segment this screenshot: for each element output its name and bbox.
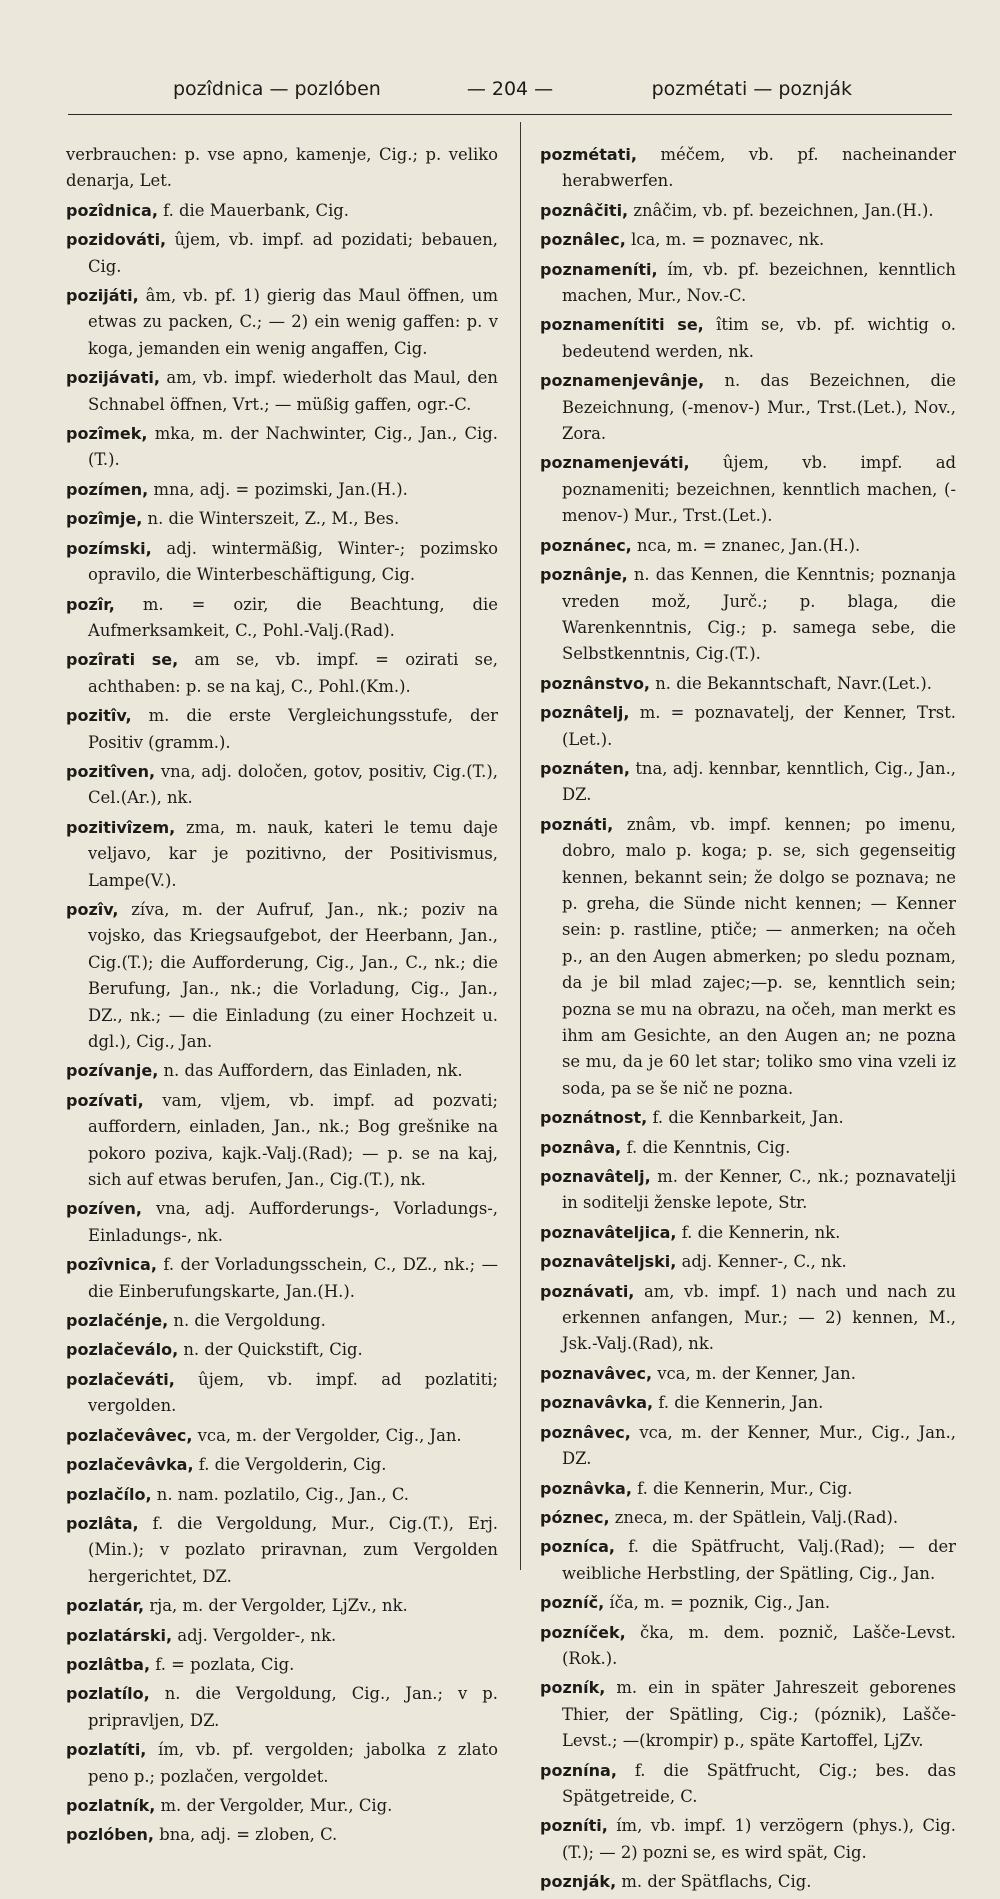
definition: znâčim, vb. pf. bezeichnen, Jan.(H.). <box>633 200 934 220</box>
dictionary-entry <box>540 1361 956 1387</box>
definition: vca, m. der Kenner, Mur., Cig., Jan., DZ. <box>562 1422 956 1469</box>
definition: bna, adj. = zloben, C. <box>159 1825 338 1845</box>
headword: pozlačílo, <box>66 1484 152 1504</box>
dictionary-entry <box>66 815 498 894</box>
headword: poznáti, <box>540 814 614 834</box>
headword: pozîmje, <box>66 509 143 529</box>
dictionary-entry <box>540 1135 956 1161</box>
definition: mna, adj. = pozimski, Jan.(H.). <box>153 479 408 499</box>
definition: m. der Vergolder, Mur., Cig. <box>160 1795 393 1815</box>
headword: pozívanje, <box>66 1061 159 1081</box>
headword: pozíven, <box>66 1199 142 1219</box>
headword: pozitîv, <box>66 706 132 726</box>
definition: am, vb. impf. 1) nach und nach zu erkennen anfangen, Mur.; — 2) kennen, M., Jsk.-Valj.(Rad), nk. <box>562 1281 956 1354</box>
headword: pozímen, <box>66 479 149 499</box>
right-column <box>540 142 956 1899</box>
dictionary-entry <box>66 1793 498 1819</box>
headword: poznâvka, <box>540 1478 632 1498</box>
dictionary-entry <box>66 1822 498 1848</box>
dictionary-entry <box>66 477 498 503</box>
headword: pozníček, <box>540 1622 626 1642</box>
headword: pozníca, <box>540 1537 615 1557</box>
dictionary-entry <box>66 227 498 280</box>
dictionary-entry <box>540 1758 956 1811</box>
dictionary-entry <box>66 1252 498 1305</box>
definition: vca, m. der Vergolder, Cig., Jan. <box>197 1425 462 1445</box>
dictionary-entry <box>66 1511 498 1590</box>
definition: tna, adj. kennbar, kenntlich, Cig., Jan., DZ. <box>562 758 957 805</box>
dictionary-entry <box>540 1534 956 1587</box>
headword: pozitivîzem, <box>66 817 176 837</box>
header-right-range: pozmétati — poznják <box>651 78 852 100</box>
dictionary-entry <box>540 1420 956 1473</box>
headword: póznec, <box>540 1507 610 1527</box>
definition: f. die Kenntnis, Cig. <box>626 1137 791 1157</box>
headword: poznavâtelj, <box>540 1167 651 1187</box>
definition: verbrauchen: p. vse apno, kamenje, Cig.; p. veliko denarja, Let. <box>66 145 498 191</box>
dictionary-entry <box>540 257 956 310</box>
dictionary-entry <box>66 1308 498 1334</box>
definition: znеca, m. der Spätlein, Valj.(Rad). <box>614 1507 899 1527</box>
definition: f. die Mauerbank, Cig. <box>163 200 350 220</box>
definition: n. die Bekanntschaft, Navr.(Let.). <box>655 673 932 693</box>
header-left-range: pozîdnica — pozlóben <box>173 78 381 100</box>
definition: f. die Kennbarkeit, Jan. <box>652 1108 844 1128</box>
headword: pozmétati, <box>540 145 637 164</box>
headword: poznják, <box>540 1872 617 1892</box>
dictionary-entry <box>540 1675 956 1754</box>
definition: adj. Kenner-, C., nk. <box>681 1252 847 1272</box>
dictionary-entry <box>540 1220 956 1246</box>
headword: pozívati, <box>66 1090 144 1110</box>
definition: ím, vb. impf. 1) verzögern (phys.), Cig.(T.); — 2) pozni se, es wird spät, Cig. <box>562 1816 956 1862</box>
definition: m. der Kenner, C., nk.; poznavatelji in soditelji ženske lepote, Str. <box>562 1167 956 1213</box>
definition: n. das Kennen, die Kenntnis; poznanja vreden mož, Jurč.; p. blaga, die Warenkenntnis, Cig.; p. samega sebe, die Selbstkenntnis, Cig.(T.). <box>562 565 956 664</box>
dictionary-entry <box>66 1423 498 1449</box>
dictionary-entry <box>540 700 956 753</box>
dictionary-entry <box>66 703 498 756</box>
definition: îtim se, vb. pf. wichtig o. bedeutend werden, nk. <box>562 315 956 361</box>
definition: vam, vljem, vb. impf. ad pozvati; auffordern, einladen, Jan., nk.; Bog grešnike na pokoro poziva, kajk.-Valj.(Rad); — p. se na kaj, sich auf etwas berufen, Jan., Cig.(T.), nk. <box>88 1090 498 1190</box>
definition: lca, m. = poznavec, nk. <box>631 230 825 250</box>
definition: znâm, vb. impf. kennen; po imenu, dobro, malo p. koga; p. se, sich gegenseitig kennen, bekannt sein; že dolgo se poznava; ne p. greha, die Sünde nicht kennen; — Kenner sein: p. rastline, ptiče; — anmerken; na očeh p., an den Augen abmerken; po sledu poznam, da je bil mlad zajec;—p. se, kenntlich sein; pozna se mu na obrazu, na očeh, man merkt es ihm am Gesichte, an den Augen an; ne pozna se mu, da je 60 let star; toliko smo vina vzeli iz soda, pa se še nič ne pozna. <box>562 814 956 1098</box>
dictionary-entry <box>540 671 956 697</box>
definition: zíva, m. der Aufruf, Jan., nk.; poziv na vojsko, das Kriegsaufgebot, der Heerbann, Jan., Cig.(T.); die Aufforderung, Cig., Jan., C., nk.; die Berufung, Jan., nk.; die Vorladung, Cig., Jan., DZ., nk.; — die Einladung (zu einer Hochzeit u. dgl.), Cig., Jan. <box>88 899 498 1051</box>
dictionary-entry <box>540 142 956 195</box>
dictionary-entry <box>540 1813 956 1866</box>
headword: poznavâteljica, <box>540 1222 677 1242</box>
definition: vna, adj. določen, gotov, positiv, Cig.(T.), Cel.(Ar.), nk. <box>88 761 498 808</box>
dictionary-entry <box>540 227 956 253</box>
dictionary-entry <box>66 142 498 195</box>
headword: pozîvnica, <box>66 1255 157 1275</box>
headword: poznamenjevânje, <box>540 371 705 391</box>
dictionary-entry <box>66 592 498 645</box>
dictionary-entry <box>66 1367 498 1420</box>
dictionary-entry <box>540 450 956 529</box>
definition: n. die Winterszeit, Z., M., Bes. <box>147 509 400 529</box>
headword: pozlâta, <box>66 1513 139 1533</box>
definition: vca, m. der Kenner, Jan. <box>657 1363 856 1383</box>
headword: poznânje, <box>540 565 628 585</box>
headword: poznâtelj, <box>540 703 630 723</box>
definition: f. der Vorladungsschein, C., DZ., nk.; — die Einberufungskarte, Jan.(H.). <box>88 1255 499 1301</box>
headword: pozlatárski, <box>66 1625 173 1645</box>
headword: poznávati, <box>540 1281 635 1301</box>
dictionary-entry <box>66 1652 498 1678</box>
dictionary-entry <box>66 1593 498 1619</box>
dictionary-entry <box>66 1623 498 1649</box>
definition: f. die Spätfrucht, Cig.; bes. das Spätgetreide, C. <box>562 1760 956 1806</box>
dictionary-entry <box>540 1620 956 1673</box>
definition: am, vb. impf. wiederholt das Maul, den Schnabel öffnen, Vrt.; — müßig gaffen, ogr.-C. <box>88 368 498 414</box>
definition: m. die erste Vergleichungsstufe, der Positiv (gramm.). <box>88 706 498 752</box>
headword: pozník, <box>540 1678 606 1698</box>
definition: ím, vb. pf. vergolden; jabolka z zlato peno p.; pozlačen, vergoldet. <box>88 1740 498 1786</box>
headword: poznamenítiti se, <box>540 315 704 335</box>
definition: ûjem, vb. impf. ad poznameniti; bezeichnen, kenntlich machen, (-menov-) Mur., Trst.(Let.). <box>562 453 956 526</box>
dictionary-entry <box>540 312 956 365</box>
definition: f. die Kennerin, Jan. <box>658 1393 824 1413</box>
dictionary-entry <box>66 1482 498 1508</box>
headword: poznâlec, <box>540 230 626 250</box>
running-header <box>68 74 952 115</box>
dictionary-entry <box>66 1681 498 1734</box>
dictionary-entry <box>540 1869 956 1895</box>
definition: méčem, vb. pf. nacheinander herabwerfen. <box>562 145 956 191</box>
dictionary-entry <box>66 506 498 532</box>
headword: poznavâteljski, <box>540 1252 677 1272</box>
definition: n. das Auffordern, das Einladen, nk. <box>163 1061 463 1081</box>
dictionary-entry <box>66 421 498 474</box>
dictionary-entry <box>540 756 956 809</box>
definition: n. das Bezeichnen, die Bezeichnung, (-menov-) Mur., Trst.(Let.), Nov., Zora. <box>562 371 956 444</box>
dictionary-entry <box>66 897 498 1055</box>
headword: pozlatílo, <box>66 1684 150 1704</box>
headword: pozlatíti, <box>66 1740 147 1760</box>
headword: pozîv, <box>66 899 119 919</box>
dictionary-entry <box>66 1452 498 1478</box>
headword: pozîrati se, <box>66 650 179 670</box>
definition: čka, m. dem. poznič, Lašče-Levst.(Rok.). <box>562 1622 956 1668</box>
headword: poznamenjeváti, <box>540 453 690 473</box>
dictionary-entry <box>540 812 956 1102</box>
definition: am se, vb. impf. = ozirati se, achthaben: p. se na kaj, C., Pohl.(Km.). <box>88 650 498 696</box>
definition: ím, vb. pf. bezeichnen, kenntlich machen, Mur., Nov.-C. <box>562 259 956 306</box>
headword: poznína, <box>540 1760 617 1780</box>
headword: pozlačevâvec, <box>66 1425 193 1445</box>
definition: zma, m. nauk, kateri le temu daje veljavo, kar je pozitivno, der Positivismus, Lampe(V.). <box>88 817 498 890</box>
definition: f. die Kennerin, Mur., Cig. <box>637 1478 853 1498</box>
definition: rja, m. der Vergolder, LjZv., nk. <box>149 1596 408 1616</box>
headword: poznavâvka, <box>540 1393 654 1413</box>
headword: pozlóben, <box>66 1825 155 1845</box>
dictionary-entry <box>66 647 498 700</box>
headword: poznâvec, <box>540 1422 631 1442</box>
headword: pozlačevâvka, <box>66 1455 194 1475</box>
definition: m. = poznavatelj, der Kenner, Trst.(Let.). <box>562 703 956 749</box>
headword: pozidováti, <box>66 230 167 250</box>
dictionary-entry <box>540 533 956 559</box>
dictionary-entry <box>66 1337 498 1363</box>
dictionary-entry <box>66 759 498 812</box>
headword: poznánec, <box>540 535 632 555</box>
dictionary-entry <box>66 536 498 589</box>
column-divider <box>520 122 521 1570</box>
headword: poznâčiti, <box>540 200 629 220</box>
dictionary-entry <box>540 1105 956 1131</box>
dictionary-entry <box>66 1196 498 1249</box>
definition: n. die Vergoldung. <box>173 1311 326 1331</box>
definition: íča, m. = poznik, Cig., Jan. <box>609 1593 831 1613</box>
definition: f. die Spätfrucht, Valj.(Rad); — der weibliche Herbstling, der Spätling, Cig., Jan. <box>562 1537 956 1583</box>
headword: pozijáti, <box>66 286 139 306</box>
definition: f. = pozlata, Cig. <box>155 1654 295 1674</box>
definition: f. die Vergoldung, Mur., Cig.(T.), Erj.(Min.); v pozlato priravnan, zum Vergolden hergerichtet, DZ. <box>88 1513 498 1586</box>
headword: pozlatník, <box>66 1795 156 1815</box>
definition: m. ein in später Jahreszeit geborenes Thier, der Spätling, Cig.; (póznik), Lašče-Levst.; —(krompir) p., späte Kartoffel, LjZv. <box>562 1678 956 1751</box>
headword: pozlačeváti, <box>66 1369 175 1389</box>
definition: vna, adj. Aufforderungs-, Vorladungs-, Einladungs-, nk. <box>88 1199 498 1245</box>
dictionary-entry <box>66 1088 498 1194</box>
dictionary-entry <box>540 1164 956 1217</box>
definition: f. die Vergolderin, Cig. <box>198 1455 387 1475</box>
definition: n. der Quickstift, Cig. <box>183 1340 363 1360</box>
headword: poznátnost, <box>540 1108 648 1128</box>
headword: pozitîven, <box>66 761 156 781</box>
dictionary-entry <box>66 1737 498 1790</box>
dictionary-entry <box>540 1590 956 1616</box>
definition: ûjem, vb. impf. ad pozlatiti; vergolden. <box>88 1369 498 1416</box>
definition: m. = ozir, die Beachtung, die Aufmerksamkeit, C., Pohl.-Valj.(Rad). <box>88 594 498 640</box>
dictionary-entry <box>66 283 498 362</box>
headword: pozijávati, <box>66 368 160 388</box>
headword: pozlačénje, <box>66 1311 169 1331</box>
definition: ûjem, vb. impf. ad pozidati; bebauen, Cig. <box>88 230 498 276</box>
definition: f. die Kennerin, nk. <box>681 1222 841 1242</box>
dictionary-entry <box>540 198 956 224</box>
headword: pozímski, <box>66 538 152 558</box>
headword: pozîdnica, <box>66 200 158 220</box>
definition: n. die Vergoldung, Cig., Jan.; v p. pripravljen, DZ. <box>88 1684 498 1730</box>
dictionary-entry <box>540 1249 956 1275</box>
definition: mka, m. der Nachwinter, Cig., Jan., Cig.(T.). <box>88 424 498 470</box>
dictionary-entry <box>540 1279 956 1358</box>
dictionary-entry <box>540 1390 956 1416</box>
headword: pozlatár, <box>66 1596 145 1616</box>
dictionary-entry <box>540 562 956 668</box>
definition: m. der Spätflachs, Cig. <box>621 1872 812 1892</box>
dictionary-entry <box>540 1476 956 1502</box>
headword: poznáten, <box>540 758 630 778</box>
headword: pozníč, <box>540 1593 605 1613</box>
headword: poznâva, <box>540 1137 622 1157</box>
left-column <box>66 142 498 1852</box>
headword: poznameníti, <box>540 259 658 279</box>
headword: poznânstvo, <box>540 673 651 693</box>
definition: adj. Vergolder-, nk. <box>177 1625 337 1645</box>
dictionary-entry <box>540 368 956 447</box>
dictionary-entry <box>66 365 498 418</box>
definition: âm, vb. pf. 1) gierig das Maul öffnen, um etwas zu packen, C.; — 2) ein wenig gaffen: p. v koga, jemanden ein wenig angaffen, Cig. <box>88 286 498 358</box>
headword: poznavâvec, <box>540 1363 653 1383</box>
page-number: — 204 — <box>466 78 554 100</box>
headword: pozîr, <box>66 594 115 614</box>
definition: nca, m. = znanec, Jan.(H.). <box>636 535 861 555</box>
dictionary-entry <box>540 1505 956 1531</box>
dictionary-entry <box>66 1058 498 1084</box>
definition: adj. wintermäßig, Winter-; pozimsko opravilo, die Winterbeschäftigung, Cig. <box>88 538 498 585</box>
definition: n. nam. pozlatilo, Cig., Jan., C. <box>156 1484 410 1504</box>
headword: pozlačeválo, <box>66 1340 179 1360</box>
headword: pozlâtba, <box>66 1654 151 1674</box>
headword: pozîmek, <box>66 424 148 444</box>
dictionary-entry <box>66 198 498 224</box>
headword: pozníti, <box>540 1816 608 1836</box>
